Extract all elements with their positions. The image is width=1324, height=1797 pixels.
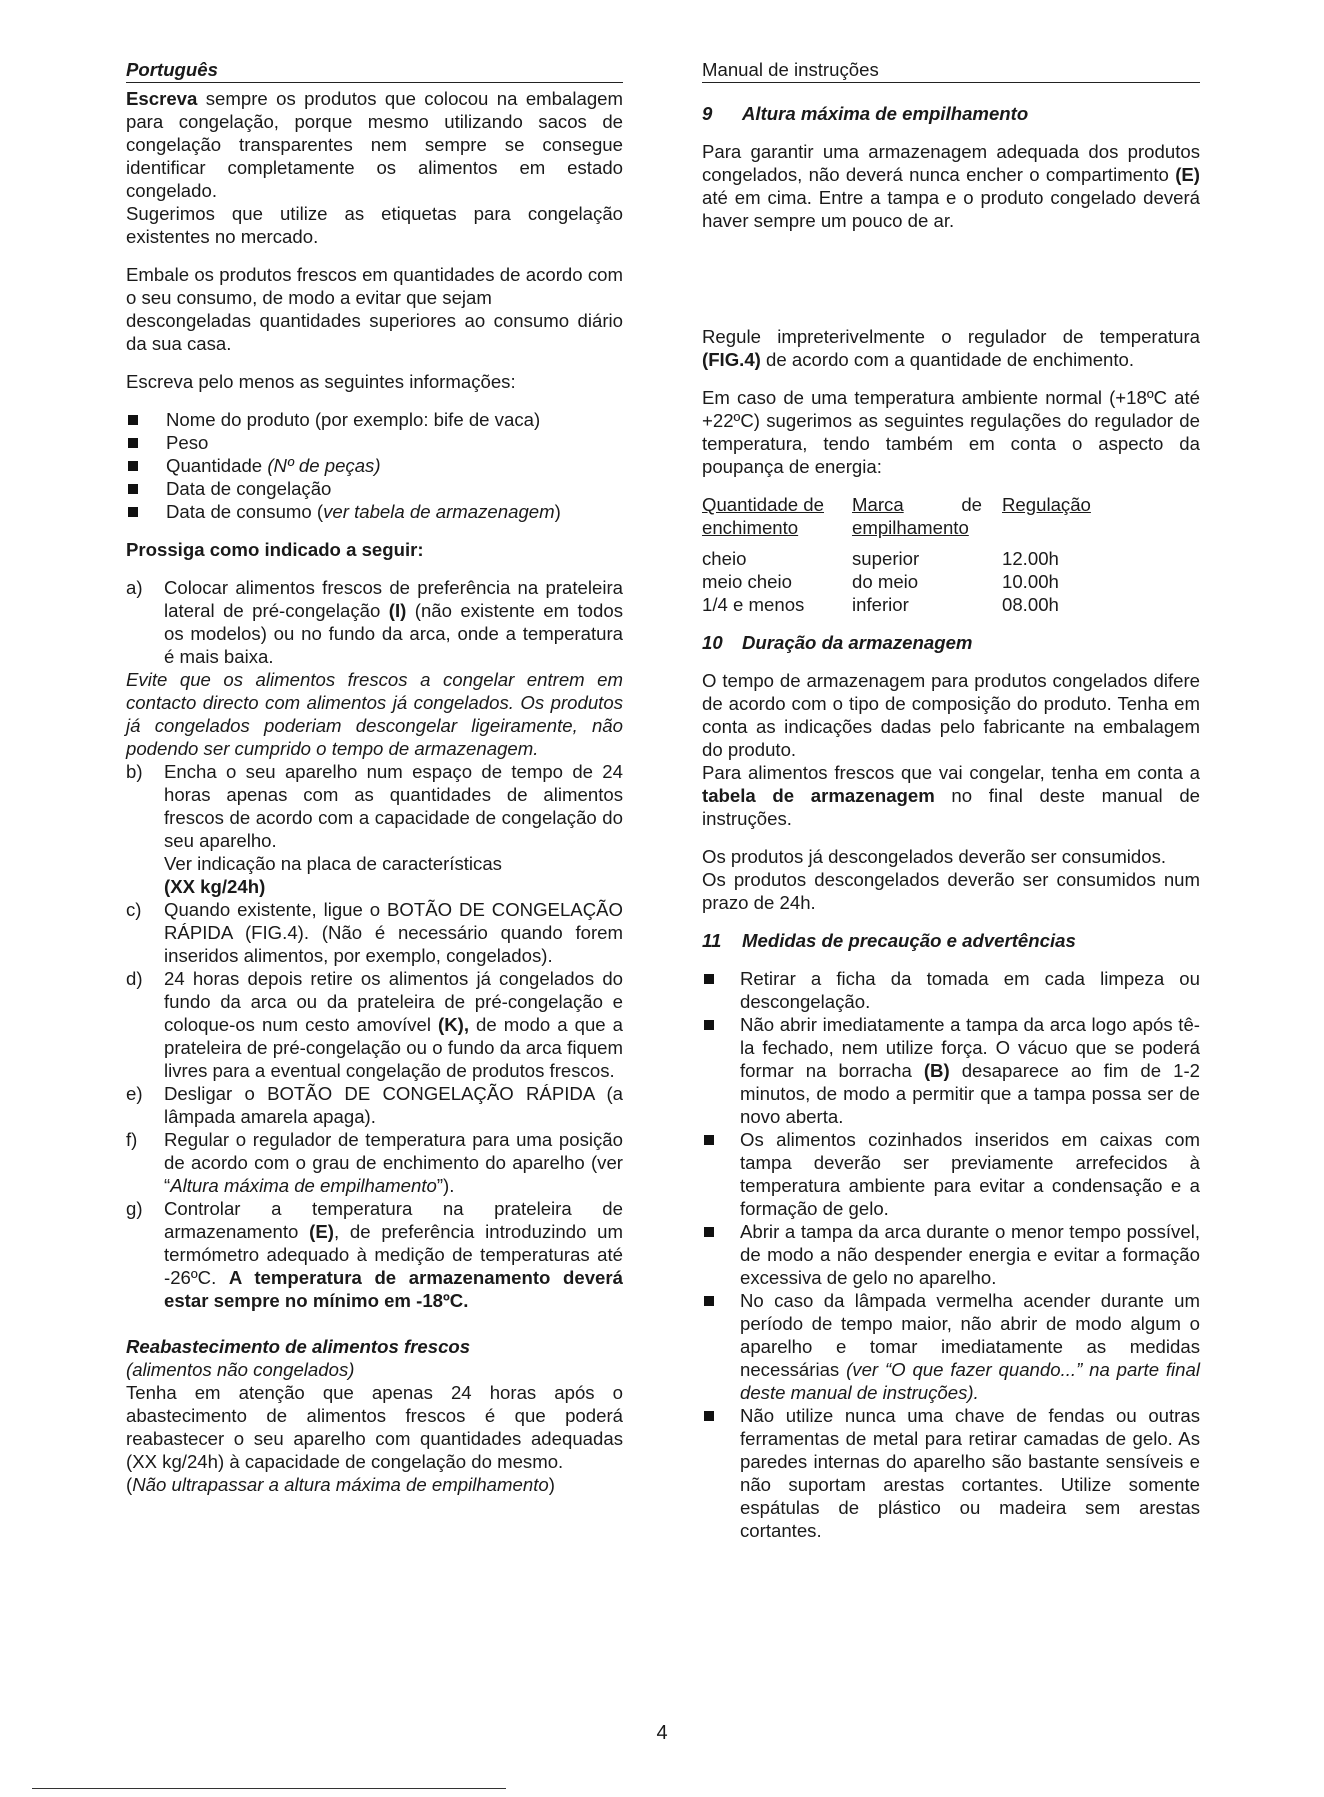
- warning-text: Evite que os alimentos frescos a congelar entrem em contacto directo com alimentos já congelados. Os produtos já congelados poderiam descongelar ligeiramente, não podendo ser cumprido o tempo de armazenagem.: [126, 669, 623, 759]
- left-column: [126, 58, 623, 1496]
- list-item: Não abrir imediatamente a tampa da arca logo após tê-la fechado, nem utilize força. O vácuo que se poderá formar na borracha (B) desaparece ao fim de 1-2 minutos, de modo a permitir que a tampa possa ser de novo aberta.: [702, 1013, 1200, 1128]
- restock-subtitle: (alimentos não congelados): [126, 1359, 355, 1380]
- list-item: Retirar a ficha da tomada em cada limpeza ou descongelação.: [702, 967, 1200, 1013]
- step-b: b) Encha o seu aparelho num espaço de tempo de 24 horas apenas com as quantidades de alimentos frescos de acordo com a capacidade de congelação do seu aparelho. Ver indicação na placa de características (XX kg/24h): [126, 761, 623, 897]
- info-list: [126, 408, 623, 523]
- list-item: Não utilize nunca uma chave de fendas ou outras ferramentas de metal para retirar camadas de gelo. As paredes internas do aparelho são bastante sensíveis e não suportam arestas cortantes. Utilize somente espátulas de plástico ou madeira sem arestas cortantes.: [702, 1404, 1200, 1542]
- paragraph-labels: Sugerimos que utilize as etiquetas para congelação existentes no mercado.: [126, 203, 623, 247]
- section-10-p2: Para alimentos frescos que vai congelar, tenha em conta a tabela de armazenagem no final deste manual de instruções.: [702, 762, 1200, 829]
- step-a: a) Colocar alimentos frescos de preferência na prateleira lateral de pré-congelação (I) (não existente em todos os modelos) ou no fundo da arca, onde a temperatura é mais baixa.: [126, 577, 623, 667]
- section-10-title: 10 Duração da armazenagem: [702, 632, 973, 653]
- language-header: Português: [126, 58, 623, 83]
- right-column: [702, 58, 1200, 1542]
- regulation-table: Quantidade de enchimento Marca de empilhamento Regulação cheio superior 12.00h meio cheio do meio 10.00h 1/4 e menos inferior 08.00h: [702, 494, 1091, 615]
- paragraph-info-intro: Escreva pelo menos as seguintes informações:: [126, 371, 516, 392]
- step-g: g) Controlar a temperatura na prateleira de armazenamento (E), de preferência introduzindo um termómetro adequado à medição de temperaturas até -26ºC. A temperatura de armazenamento deverá estar sempre no mínimo em -18ºC.: [126, 1198, 624, 1311]
- page-number: 4: [656, 1722, 668, 1744]
- list-item: Quantidade (Nº de peças): [126, 454, 623, 477]
- list-item: Data de consumo (ver tabela de armazenagem): [126, 500, 623, 523]
- proceed-heading: Prossiga como indicado a seguir:: [126, 539, 424, 560]
- list-item: Abrir a tampa da arca durante o menor tempo possível, de modo a não despender energia e evitar a formação excessiva de gelo no aparelho.: [702, 1220, 1200, 1289]
- list-item: Nome do produto (por exemplo: bife de vaca): [126, 408, 623, 431]
- section-9-title: 9 Altura máxima de empilhamento: [702, 103, 1029, 124]
- step-e: e) Desligar o BOTÃO DE CONGELAÇÃO RÁPIDA (a lâmpada amarela apaga).: [126, 1083, 623, 1127]
- restock-text: Tenha em atenção que apenas 24 horas após o abastecimento de alimentos frescos é que poderá reabastecer o seu aparelho com quantidades adequadas (XX kg/24h) à capacidade de congelação do mesmo.: [126, 1382, 623, 1472]
- restock-title: Reabastecimento de alimentos frescos: [126, 1336, 471, 1357]
- section-9-p3: Em caso de uma temperatura ambiente normal (+18ºC até +22ºC) sugerimos as seguintes regulações do regulador de temperatura, tendo também em conta o aspecto da poupança de energia:: [702, 387, 1200, 477]
- step-d: d) 24 horas depois retire os alimentos já congelados do fundo da arca ou da prateleira de pré-congelação e coloque-os num cesto amovível (K), de modo a que a prateleira de pré-congelação ou o fundo da arca fiquem livres para a eventual congelação de produtos frescos.: [126, 968, 624, 1081]
- section-11-title: 11 Medidas de precaução e advertências: [702, 930, 1076, 951]
- step-f: f) Regular o regulador de temperatura para uma posição de acordo com o grau de enchimento do aparelho (ver “Altura máxima de empilhamento”).: [126, 1129, 623, 1196]
- section-10-p3: Os produtos já descongelados deverão ser consumidos.: [702, 846, 1167, 867]
- section-9-p1: Para garantir uma armazenagem adequada dos produtos congelados, não deverá nunca encher o compartimento (E) até em cima. Entre a tampa e o produto congelado deverá haver sempre um pouco de ar.: [702, 141, 1200, 231]
- table-row: meio cheio do meio 10.00h: [702, 571, 1059, 592]
- table-row: 1/4 e menos inferior 08.00h: [702, 594, 1059, 615]
- paragraph-write-products: Escreva sempre os produtos que colocou na embalagem para congelação, porque mesmo utilizando sacos de congelação transparentes nem sempre se consegue identificar completamente os alimentos em estado congelado.: [126, 88, 623, 201]
- manual-header: Manual de instruções: [702, 58, 1200, 83]
- footer-divider: [32, 1788, 506, 1789]
- paragraph-pack-products-cont: descongeladas quantidades superiores ao consumo diário da sua casa.: [126, 310, 623, 354]
- section-10-p1: O tempo de armazenagem para produtos congelados difere de acordo com o tipo de composição do produto. Tenha em conta as indicações dadas pelo fabricante na embalagem do produto.: [702, 670, 1200, 760]
- list-item: No caso da lâmpada vermelha acender durante um período de tempo maior, não abrir de modo algum o aparelho e tomar imediatamente as medidas necessárias (ver “O que fazer quando...” na parte final deste manual de instruções).: [702, 1289, 1200, 1404]
- list-item: Data de congelação: [126, 477, 623, 500]
- list-item: Os alimentos cozinhados inseridos em caixas com tampa deverão ser previamente arrefecidos à temperatura ambiente para evitar a condensação e a formação de gelo.: [702, 1128, 1200, 1220]
- table-row: cheio superior 12.00h: [702, 548, 1059, 569]
- restock-note: (Não ultrapassar a altura máxima de empilhamento): [126, 1474, 555, 1495]
- list-item: Peso: [126, 431, 623, 454]
- paragraph-pack-products: Embale os produtos frescos em quantidades de acordo com o seu consumo, de modo a evitar que sejam: [126, 264, 623, 308]
- section-10-p4: Os produtos descongelados deverão ser consumidos num prazo de 24h.: [702, 869, 1200, 913]
- section-9-p2: Regule impreterivelmente o regulador de temperatura (FIG.4) de acordo com a quantidade de enchimento.: [702, 326, 1200, 370]
- precaution-list: [702, 967, 1200, 1542]
- step-c: c) Quando existente, ligue o BOTÃO DE CONGELAÇÃO RÁPIDA (FIG.4). (Não é necessário quando forem inseridos alimentos, por exemplo, congelados).: [126, 899, 623, 966]
